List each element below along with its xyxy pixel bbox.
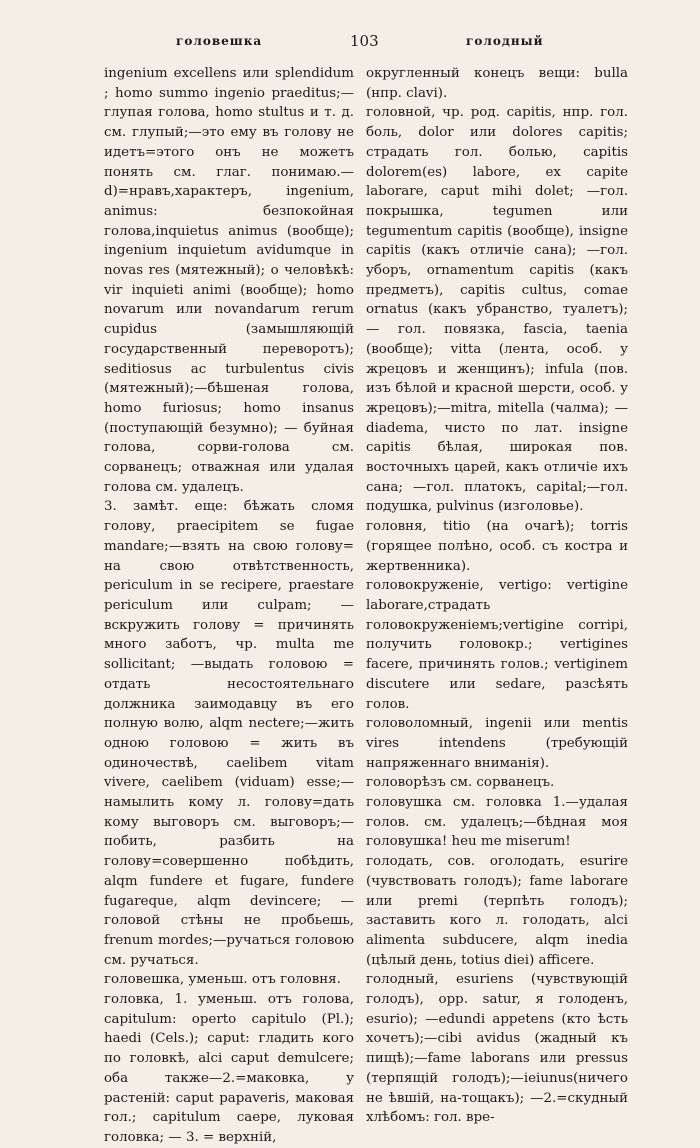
dictionary-entry: голодный, esuriens (чувствующій голодъ), opp. satur, я голоденъ, esurio); —edundi appetens (кто ѣсть хочетъ);—cibi avidus (жадный къ пищѣ);—fame laborans или pressus (терпящій голодъ);—ieiunus(ничего не ѣвшій, на-тощакъ); —2.=скудный хлѣбомъ: гол. вре- [366, 972, 628, 1126]
page-number: 103 [350, 32, 379, 50]
dictionary-entry: головушка см. головка 1.—удалая голов. см. удалецъ;—бѣдная моя головушка! heu me miserum! [366, 795, 628, 850]
dictionary-entry: головешка, уменьш. отъ головня. [104, 972, 341, 988]
dictionary-entry: головокруженіе, vertigo: vertigine laborare,страдать головокруженіемъ;vertigine corripi, получить головокр.; vertigines facere, причинять голов.; vertiginem discutere или sedare, разсѣять голов. [366, 578, 628, 712]
left-running-headword: головешка [176, 34, 263, 48]
running-header [0, 34, 700, 54]
dictionary-entry: голодать, сов. оголодать, esurire (чувствовать голодъ); fame laborare или premi (терпѣть голодъ); заставить кого л. голодать, alci alimenta subducere, alqm inedia (цѣлый день, totius diei) afficere. [366, 854, 628, 968]
left-column [104, 64, 354, 1148]
dictionary-entry: головоломный, ingenii или mentis vires intendens (требующій напряженнаго вниманія). [366, 716, 628, 771]
dictionary-entry: 3. замѣт. еще: бѣжать сломя голову, praecipitem se fugae mandare;—взять на свою голову= на свою отвѣтственность, periculum in se recipere, praestare periculum или culpam; — вскружить голову = причинять много заботъ, чр. multa me sollicitant; —выдать головою = отдать несостоятельнаго должника заимодавцу въ его полную волю, alqm nectere;—жить одною головою = жить въ одиночествѣ, caelibem vitam vivere, caelibem (viduam) esse;—намылить кому л. голову=дать кому выговоръ см. выговоръ;—побить, разбить на голову=совершенно побѣдить, alqm fundere et fugare, fundere fugareque, alqm devincere; — головой стѣны не пробьешь, frenum mordes;—ручаться головою см. ручаться. [104, 499, 354, 968]
right-column [366, 64, 628, 1128]
entry-continuation: округленный конецъ вещи: bulla (нпр. clavi). [366, 66, 628, 101]
dictionary-entry: головка, 1. уменьш. отъ голова, capitulum: operto capitulo (Pl.); haedi (Cels.); caput: гладить кого по головкѣ, alci caput demulcere; оба также—2.=маковка, у растеній: caput papaveris, маковая гол.; capitulum caepe, луковая головка; — 3. = верхній, [104, 992, 354, 1145]
dictionary-entry: головной, чр. род. capitis, нпр. гол. боль, dolor или dolores capitis; страдать гол. болью, capitis dolorem(es) labore, ex capite laborare, caput mihi dolet; —гол. покрышка, tegumen или tegumentum capitis (вообще), insigne capitis (какъ отличіе сана); —гол. уборъ, ornamentum capitis (какъ предметъ), capitis cultus, comae ornatus (какъ убранство, туалетъ); — гол. повязка, fascia, taenia (вообще); vitta (лента, особ. у жрецовъ и женщинъ); infula (пов. изъ бѣлой и красной шерсти, особ. у жрецовъ);—mitra, mitella (чалма); — diadema, чисто по лат. insigne capitis бѣлая, широкая пов. восточныхъ царей, какъ отличіе ихъ сана; —гол. платокъ, capital;—гол. подушка, pulvinus (изголовье). [366, 105, 628, 515]
dictionary-entry: головорѣзъ см. сорванецъ. [366, 775, 555, 791]
dictionary-entry: головня, titio (на очагѣ); torris (горящее полѣно, особ. съ костра и жертвенника). [366, 519, 628, 574]
right-running-headword: голодный [466, 34, 544, 48]
entry-continuation: ingenium excellens или splendidum ; homo summo ingenio praeditus;—глупая голова, homo stultus и т. д. см. глупый;—это ему въ голову не идетъ=этого онъ не можетъ понять см. глаг. понимаю.—d)=нравъ,характеръ, ingenium, animus: безпокойная голова,inquietus animus (вообще); ingenium inquietum avidumque in novas res (мятежный); о человѣкѣ: vir inquieti animi (вообще); homo novarum или novandarum rerum cupidus (замышляющій государственный переворотъ); seditiosus ac turbulentus civis (мятежный);—бѣшеная голова, homo furiosus; homo insanus (поступающій безумно); — буйная голова, сорви-голова см. сорванецъ; отважная или удалая голова см. удалецъ. [104, 66, 354, 495]
